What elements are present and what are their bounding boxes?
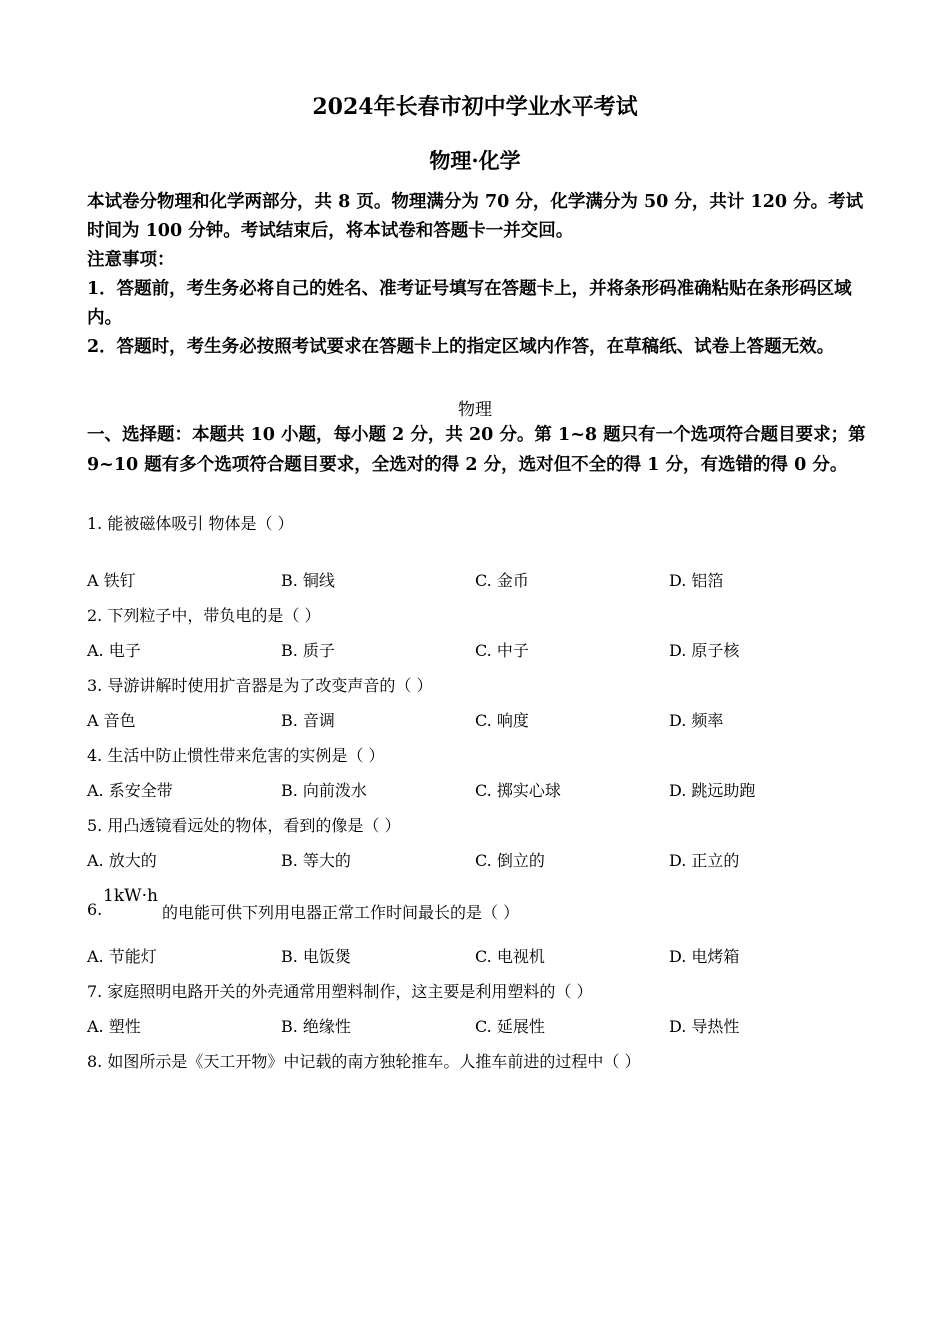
- option-b: B. 音调: [281, 711, 335, 730]
- question-7: 7. 家庭照明电路开关的外壳通常用塑料制作，这主要是利用塑料的（ ）: [87, 982, 593, 1001]
- option-a: A. 放大的: [87, 851, 157, 870]
- energy-formula: 1kW·h: [103, 886, 158, 906]
- question-7-options: [87, 1016, 867, 1038]
- exam-instructions: [87, 188, 867, 362]
- option-c: C. 倒立的: [475, 851, 545, 870]
- option-d: D. 原子核: [669, 641, 740, 660]
- exam-title: 2024年长春市初中学业水平考试: [312, 94, 638, 120]
- notice-item-1: 1．答题前，考生务必将自己的姓名、准考证号填写在答题卡上，并将条形码准确粘贴在条形码区域内。: [87, 279, 852, 328]
- option-c: C. 响度: [475, 711, 529, 730]
- option-c: C. 延展性: [475, 1017, 545, 1036]
- option-a: A 音色: [87, 711, 136, 730]
- option-b: B. 等大的: [281, 851, 351, 870]
- question-6: [87, 886, 867, 930]
- option-b: B. 质子: [281, 641, 335, 660]
- question-5: 5. 用凸透镜看远处的物体，看到的像是（ ）: [87, 816, 401, 835]
- option-b: B. 铜线: [281, 571, 335, 590]
- option-c: C. 金币: [475, 571, 529, 590]
- option-a: A. 电子: [87, 641, 141, 660]
- question-1-options: [87, 570, 867, 592]
- question-2-options: [87, 640, 867, 662]
- option-c: C. 电视机: [475, 947, 545, 966]
- option-c: C. 掷实心球: [475, 781, 561, 800]
- question-3-options: [87, 710, 867, 732]
- question-6-options: [87, 946, 867, 968]
- option-d: D. 正立的: [669, 851, 740, 870]
- option-d: D. 跳远助跑: [669, 781, 756, 800]
- question-1: 1. 能被磁体吸引 物体是（ ）: [87, 514, 294, 533]
- option-b: B. 电饭煲: [281, 947, 351, 966]
- option-c: C. 中子: [475, 641, 529, 660]
- option-d: D. 导热性: [669, 1017, 740, 1036]
- question-8: 8. 如图所示是《天工开物》中记载的南方独轮推车。人推车前进的过程中（ ）: [87, 1052, 641, 1071]
- question-5-options: [87, 850, 867, 872]
- question-number: 6.: [87, 900, 103, 919]
- question-4-options: [87, 780, 867, 802]
- question-2: 2. 下列粒子中，带负电的是（ ）: [87, 606, 321, 625]
- option-a: A. 系安全带: [87, 781, 173, 800]
- notice-item-2: 2．答题时，考生务必按照考试要求在答题卡上的指定区域内作答，在草稿纸、试卷上答题无效。: [87, 337, 835, 357]
- option-d: D. 频率: [669, 711, 724, 730]
- question-stem: 的电能可供下列用电器正常工作时间最长的是（ ）: [162, 903, 520, 922]
- physics-heading: 物理: [458, 400, 492, 420]
- option-d: D. 铝箔: [669, 571, 724, 590]
- notice-title: 注意事项：: [87, 250, 175, 270]
- option-d: D. 电烤箱: [669, 947, 740, 966]
- option-a: A 铁钉: [87, 571, 136, 590]
- option-a: A. 节能灯: [87, 947, 157, 966]
- exam-subtitle: 物理·化学: [429, 148, 521, 173]
- question-4: 4. 生活中防止惯性带来危害的实例是（ ）: [87, 746, 385, 765]
- option-a: A. 塑性: [87, 1017, 141, 1036]
- intro-paragraph: 本试卷分物理和化学两部分，共 8 页。物理满分为 70 分，化学满分为 50 分，共计 120 分。考试时间为 100 分钟。考试结束后，将本试卷和答题卡一并交回。: [87, 192, 864, 241]
- option-b: B. 绝缘性: [281, 1017, 351, 1036]
- option-b: B. 向前泼水: [281, 781, 367, 800]
- question-3: 3. 导游讲解时使用扩音器是为了改变声音的（ ）: [87, 676, 433, 695]
- part1-heading: 一、选择题：本题共 10 小题，每小题 2 分，共 20 分。第 1~8 题只有一个选项符合题目要求；第 9~10 题有多个选项符合题目要求，全选对的得 2 分，选对但不全的得 1 分，有选错的得 0 分。: [87, 425, 866, 475]
